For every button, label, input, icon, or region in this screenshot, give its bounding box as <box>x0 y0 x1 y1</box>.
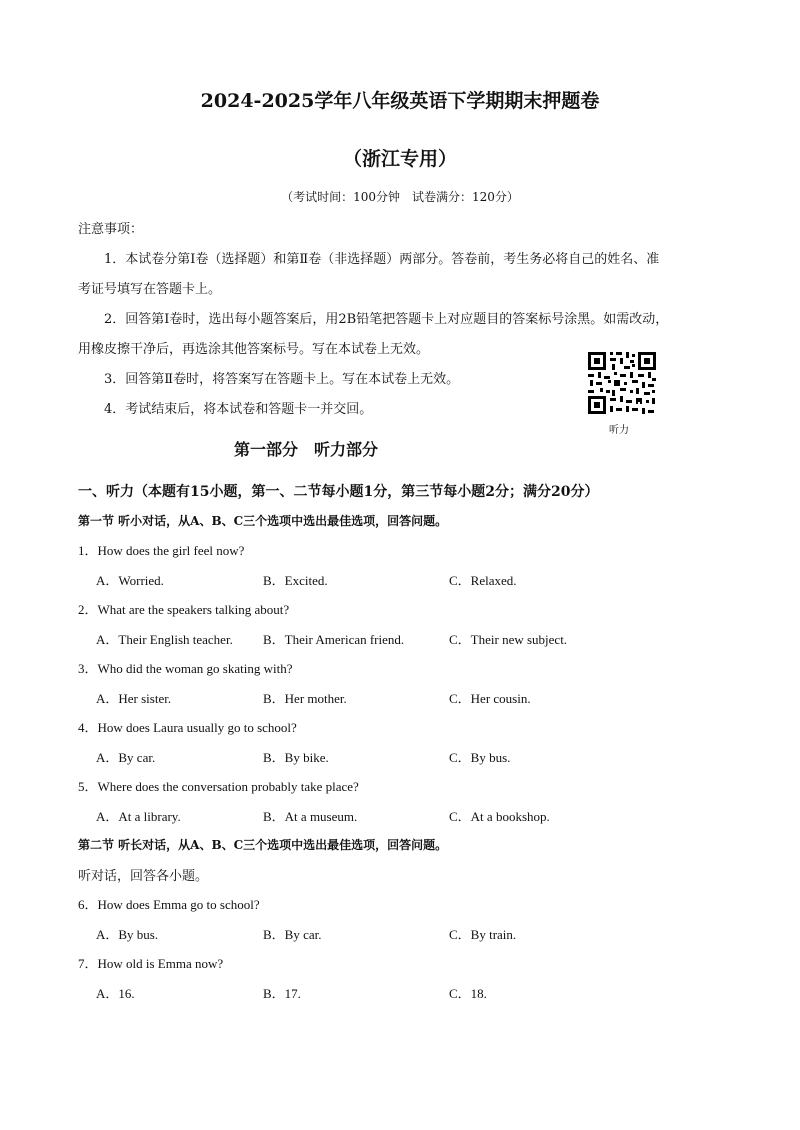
note-1-line-2: 考证号填写在答题卡上。 <box>78 282 222 297</box>
question-stem: 6．How does Emma go to school? <box>78 897 260 912</box>
qr-caption: 听力 <box>609 425 629 436</box>
question-stem: 5．Where does the conversation probably take place? <box>78 779 359 794</box>
question-stem: 3．Who did the woman go skating with? <box>78 661 293 676</box>
option-a: A．By car. <box>96 750 156 765</box>
option-b: B．By bike. <box>263 750 329 765</box>
notes-label: 注意事项： <box>78 222 144 237</box>
part-heading: 第一部分 听力部分 <box>234 440 379 459</box>
subsection-2-note: 听对话，回答各小题。 <box>78 869 209 884</box>
question-stem: 1．How does the girl feel now? <box>78 543 245 558</box>
option-a: A．By bus. <box>96 927 159 942</box>
option-c: C．Relaxed. <box>449 573 517 588</box>
option-b: B．By car. <box>263 927 322 942</box>
note-1-line-1: 1．本试卷分第Ⅰ卷（选择题）和第Ⅱ卷（非选择题）两部分。答卷前，考生务必将自己的姓名、准 <box>104 252 660 267</box>
subsection-2-heading: 第二节 听长对话，从A、B、C三个选项中选出最佳选项，回答问题。 <box>78 838 448 852</box>
exam-subtitle: （浙江专用） <box>342 148 457 170</box>
option-b: B．Her mother. <box>263 691 347 706</box>
note-3: 3．回答第Ⅱ卷时，将答案写在答题卡上。写在本试卷上无效。 <box>104 372 460 387</box>
exam-title: 2024-2025学年八年级英语下学期期末押题卷 <box>200 90 600 112</box>
exam-info: （考试时间：100分钟 试卷满分：120分） <box>281 190 519 204</box>
option-c: C．18. <box>449 986 487 1001</box>
question-stem: 7．How old is Emma now? <box>78 956 224 971</box>
qr-code-icon[interactable] <box>586 350 658 416</box>
option-b: B．17. <box>263 986 301 1001</box>
option-a: A．Their English teacher. <box>96 632 233 647</box>
option-b: B．Their American friend. <box>263 632 405 647</box>
option-c: C．At a bookshop. <box>449 809 550 824</box>
option-a: A．Worried. <box>96 573 164 588</box>
option-a: A．16. <box>96 986 135 1001</box>
section-heading: 一、听力（本题有15小题，第一、二节每小题1分，第三节每小题2分；满分20分） <box>78 484 599 500</box>
option-b: B．Excited. <box>263 573 328 588</box>
note-2-line-1: 2．回答第Ⅰ卷时，选出每小题答案后，用2B铅笔把答题卡上对应题目的答案标号涂黑。如需改动， <box>104 312 669 327</box>
option-a: A．Her sister. <box>96 691 172 706</box>
note-4: 4．考试结束后，将本试卷和答题卡一并交回。 <box>104 402 373 417</box>
question-stem: 4．How does Laura usually go to school? <box>78 720 297 735</box>
subsection-1-heading: 第一节 听小对话，从A、B、C三个选项中选出最佳选项，回答问题。 <box>78 514 448 528</box>
option-a: A．At a library. <box>96 809 181 824</box>
option-c: C．Her cousin. <box>449 691 531 706</box>
option-c: C．Their new subject. <box>449 632 568 647</box>
question-stem: 2．What are the speakers talking about? <box>78 602 290 617</box>
option-c: C．By train. <box>449 927 517 942</box>
option-c: C．By bus. <box>449 750 511 765</box>
option-b: B．At a museum. <box>263 809 358 824</box>
note-2-line-2: 用橡皮擦干净后，再选涂其他答案标号。写在本试卷上无效。 <box>78 342 430 357</box>
